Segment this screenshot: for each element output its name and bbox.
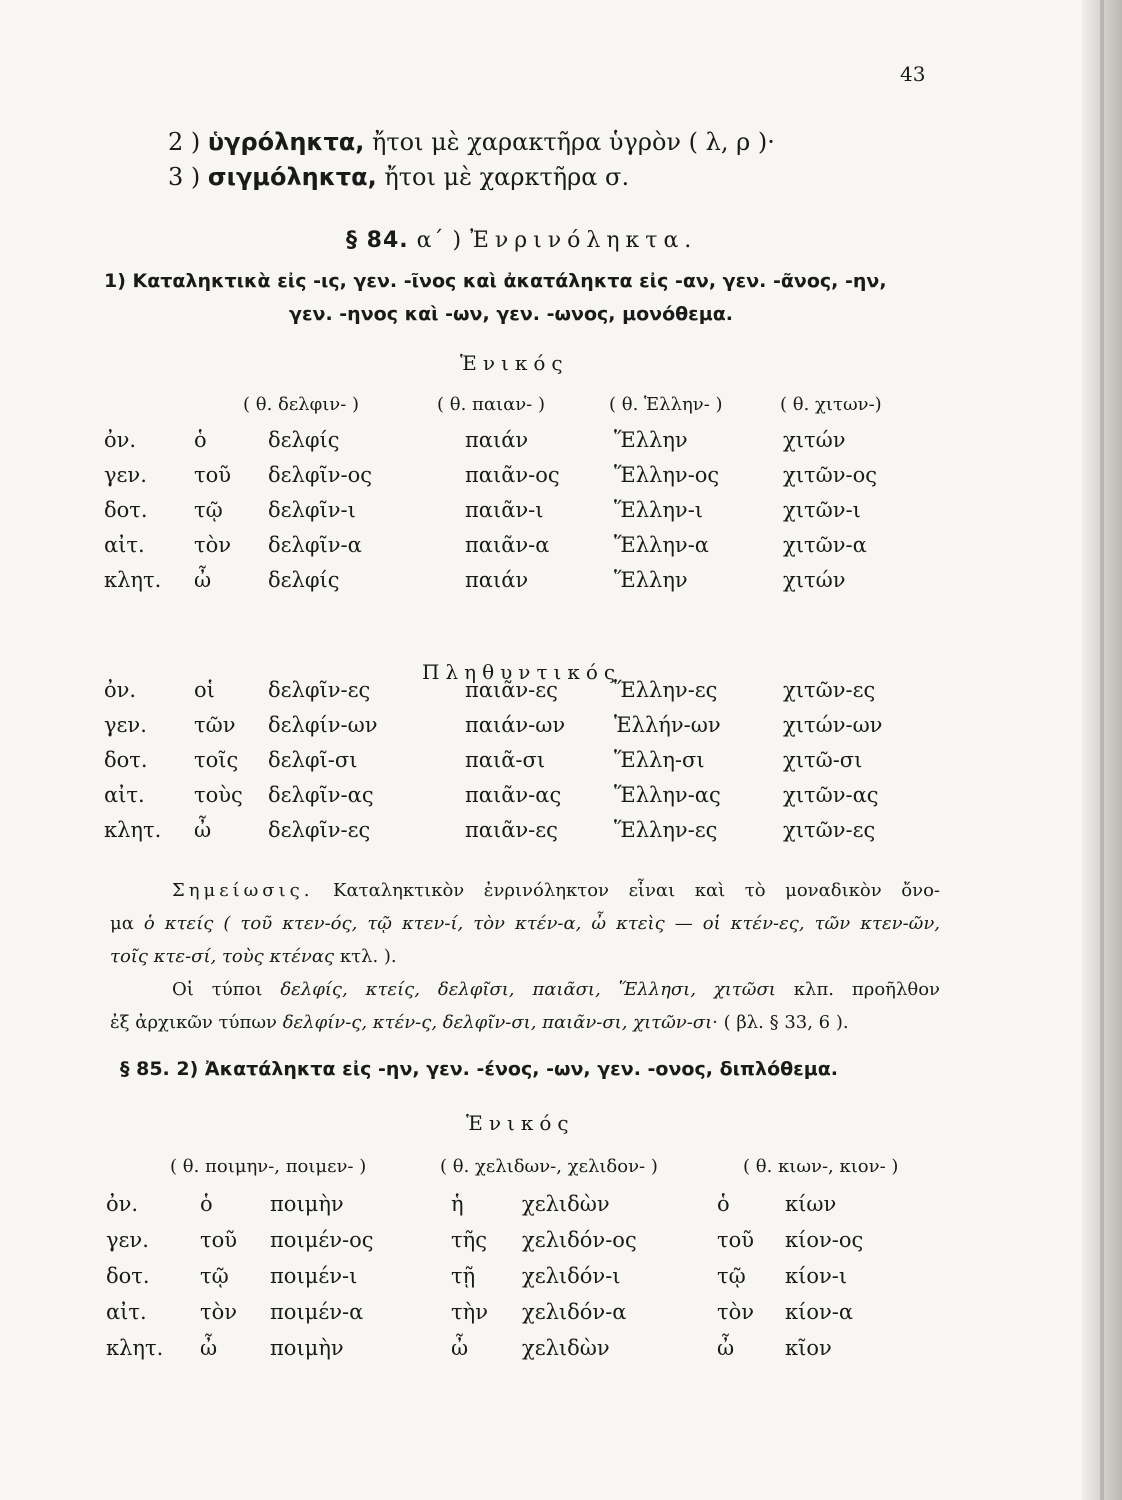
plural-form: παιάν-ων bbox=[465, 713, 566, 737]
plural-form: Ἑλλήν-ων bbox=[614, 713, 721, 737]
table-cell: τὸν bbox=[200, 1300, 238, 1324]
case-label: αἰτ. bbox=[104, 783, 145, 807]
table-cell: ποιμὴν bbox=[270, 1192, 344, 1216]
table-cell: τὴν bbox=[451, 1300, 488, 1324]
table-cell: τῆς bbox=[451, 1228, 487, 1252]
note-label: Σημείωσις. bbox=[172, 880, 314, 901]
plural-form: παιᾶν-ες bbox=[465, 818, 558, 842]
singular-form: παιᾶν-α bbox=[465, 533, 550, 557]
article: τῷ bbox=[194, 498, 223, 522]
singular-form: παιᾶν-ος bbox=[465, 463, 560, 487]
section-84-heading: § 84. α΄ ) Ἐνρινόληκτα. bbox=[346, 228, 698, 253]
table-cell: τῇ bbox=[451, 1264, 476, 1288]
plural-form: δελφῖν-ες bbox=[268, 678, 371, 702]
singular-form: παιᾶν-ι bbox=[465, 498, 544, 522]
singular-form: Ἕλλην bbox=[614, 568, 688, 592]
page-edge-line bbox=[1100, 0, 1104, 1500]
table-cell: ποιμέν-α bbox=[270, 1300, 364, 1324]
case-label: ὀν. bbox=[104, 678, 137, 702]
table-cell: τὸν bbox=[717, 1300, 755, 1324]
note-block: Σημείωσις. Καταληκτικὸν ἐνρινόληκτον εἶναι καὶ τὸ μοναδικὸν ὄνο- μα ὁ κτείς ( τοῦ κτεν-ός, τῷ κτεν-ί, τὸν κτέν-α, ὦ κτεὶς — οἱ κτέν-ες, τῶν κτεν-ῶν, τοῖς κτε-σί, τοὺς κτένας κτλ. ). Οἱ τύποι δελφίς, κτείς, δελφῖσι, παιᾶσι, Ἕλλησι, χιτῶσι κλπ. προῆλθον ἐξ ἀρχικῶν τύπων δελφίν-ς, κτέν-ς, δελφῖν-σι, παιᾶν-σι, χιτῶν-σι· ( βλ. § 33, 6 ). bbox=[110, 880, 940, 1033]
table-cell: χελιδόν-ι bbox=[522, 1264, 621, 1288]
plural-form: δελφῖν-ες bbox=[268, 818, 371, 842]
plural-form: χιτῶ-σι bbox=[783, 748, 863, 772]
case-label: ὀν. bbox=[106, 1192, 139, 1216]
table-cell: ὦ bbox=[717, 1336, 735, 1360]
plural-form: χιτών-ων bbox=[783, 713, 883, 737]
plural-form: Ἕλλην-ας bbox=[614, 783, 721, 807]
plural-form: παιᾶν-ες bbox=[465, 678, 558, 702]
plural-form: χιτῶν-ες bbox=[783, 678, 876, 702]
section-85-heading: § 85. 2) Ἀκατάληκτα εἰς -ην, γεν. -ένος, -ων, γεν. -ονος, διπλόθεμα. bbox=[120, 1058, 839, 1080]
plural-form: παιᾶ-σι bbox=[465, 748, 546, 772]
singular-form: χιτών bbox=[783, 428, 846, 452]
table-cell: κίον-α bbox=[785, 1300, 854, 1324]
table-cell: χελιδόν-ος bbox=[522, 1228, 637, 1252]
table-cell: κίον-ι bbox=[785, 1264, 848, 1288]
table-cell: τῷ bbox=[200, 1264, 229, 1288]
case-label: αἰτ. bbox=[104, 533, 145, 557]
singular-form: χιτών bbox=[783, 568, 846, 592]
stem-label: ( θ. χιτων-) bbox=[780, 394, 882, 415]
singular-form: Ἕλλην-ι bbox=[614, 498, 704, 522]
table-cell: κίων bbox=[785, 1192, 837, 1216]
table-cell: τοῦ bbox=[200, 1228, 238, 1252]
table-cell: ποιμέν-ι bbox=[270, 1264, 358, 1288]
case-label: δοτ. bbox=[106, 1264, 150, 1288]
stem-label: ( θ. δελφιν- ) bbox=[243, 394, 360, 415]
table-cell: ἡ bbox=[451, 1192, 464, 1216]
singular-form: Ἕλλην-α bbox=[614, 533, 709, 557]
singular-form: δελφίς bbox=[268, 568, 340, 592]
singular-form: Ἕλλην bbox=[614, 428, 688, 452]
table-cell: ὁ bbox=[717, 1192, 730, 1216]
stem-label: ( θ. ποιμην-, ποιμεν- ) bbox=[170, 1156, 367, 1177]
article: οἱ bbox=[194, 678, 215, 702]
singular-form: δελφῖν-ος bbox=[268, 463, 373, 487]
case-label: αἰτ. bbox=[106, 1300, 147, 1324]
section-84-subheading-line1: 1) Καταληκτικὰ εἰς -ις, γεν. -ῖνος καὶ ἀκατάληκτα εἰς -αν, γεν. -ᾶνος, -ην, bbox=[104, 270, 887, 292]
article: τοὺς bbox=[194, 783, 243, 807]
singular-form: δελφῖν-ι bbox=[268, 498, 356, 522]
case-label: γεν. bbox=[104, 713, 147, 737]
article: τῶν bbox=[194, 713, 236, 737]
singular-form: παιάν bbox=[465, 568, 529, 592]
table-cell: ποιμὴν bbox=[270, 1336, 344, 1360]
article: ὦ bbox=[194, 818, 212, 842]
plural-title: Πληθυντικός bbox=[422, 660, 622, 684]
plural-form: χιτῶν-ας bbox=[783, 783, 879, 807]
singular-form: δελφίς bbox=[268, 428, 340, 452]
article: ὁ bbox=[194, 428, 207, 452]
table-cell: ὦ bbox=[200, 1336, 218, 1360]
table-cell: χελιδὼν bbox=[522, 1336, 610, 1360]
stem-label: ( θ. Ἑλλην- ) bbox=[609, 394, 723, 415]
plural-form: Ἕλλη-σι bbox=[614, 748, 705, 772]
singular-form: χιτῶν-ος bbox=[783, 463, 877, 487]
article: τὸν bbox=[194, 533, 232, 557]
intro-line-2: 2 ) ὑγρόληκτα, ἤτοι μὲ χαρακτῆρα ὑγρὸν ( λ, ρ )· bbox=[168, 128, 775, 156]
case-label: ὀν. bbox=[104, 428, 137, 452]
case-label: κλητ. bbox=[104, 568, 162, 592]
plural-form: χιτῶν-ες bbox=[783, 818, 876, 842]
plural-form: Ἕλλην-ες bbox=[614, 818, 718, 842]
article: ὦ bbox=[194, 568, 212, 592]
case-label: δοτ. bbox=[104, 748, 148, 772]
singular-form: χιτῶν-α bbox=[783, 533, 867, 557]
plural-form: παιᾶν-ας bbox=[465, 783, 562, 807]
stem-label: ( θ. χελιδων-, χελιδον- ) bbox=[440, 1156, 658, 1177]
table-cell: ὦ bbox=[451, 1336, 469, 1360]
case-label: γεν. bbox=[104, 463, 147, 487]
singular-title: Ἑνικός bbox=[460, 351, 569, 375]
table-cell: ποιμέν-ος bbox=[270, 1228, 374, 1252]
case-label: γεν. bbox=[106, 1228, 149, 1252]
table-cell: χελιδὼν bbox=[522, 1192, 610, 1216]
stem-label: ( θ. παιαν- ) bbox=[437, 394, 545, 415]
case-label: κλητ. bbox=[106, 1336, 164, 1360]
table-cell: ὁ bbox=[200, 1192, 213, 1216]
table-cell: τοῦ bbox=[717, 1228, 755, 1252]
intro-line-3: 3 ) σιγμόληκτα, ἤτοι μὲ χαρκτῆρα σ. bbox=[168, 163, 630, 191]
table-cell: κίον-ος bbox=[785, 1228, 864, 1252]
singular-form: δελφῖν-α bbox=[268, 533, 362, 557]
section-84-subheading-line2: γεν. -ηνος καὶ -ων, γεν. -ωνος, μονόθεμα. bbox=[289, 303, 734, 325]
article: τοῦ bbox=[194, 463, 232, 487]
singular-form: παιάν bbox=[465, 428, 529, 452]
page-number: 43 bbox=[900, 62, 926, 86]
singular-form: χιτῶν-ι bbox=[783, 498, 861, 522]
section-85-singular-title: Ἑνικός bbox=[466, 1111, 575, 1135]
plural-form: δελφῖ-σι bbox=[268, 748, 358, 772]
table-cell: κῖον bbox=[785, 1336, 832, 1360]
stem-label: ( θ. κιων-, κιον- ) bbox=[743, 1156, 899, 1177]
plural-form: Ἕλλην-ες bbox=[614, 678, 718, 702]
table-cell: τῷ bbox=[717, 1264, 746, 1288]
case-label: δοτ. bbox=[104, 498, 148, 522]
case-label: κλητ. bbox=[104, 818, 162, 842]
singular-form: Ἕλλην-ος bbox=[614, 463, 720, 487]
article: τοῖς bbox=[194, 748, 239, 772]
plural-form: δελφῖν-ας bbox=[268, 783, 374, 807]
table-cell: χελιδόν-α bbox=[522, 1300, 627, 1324]
plural-form: δελφίν-ων bbox=[268, 713, 378, 737]
